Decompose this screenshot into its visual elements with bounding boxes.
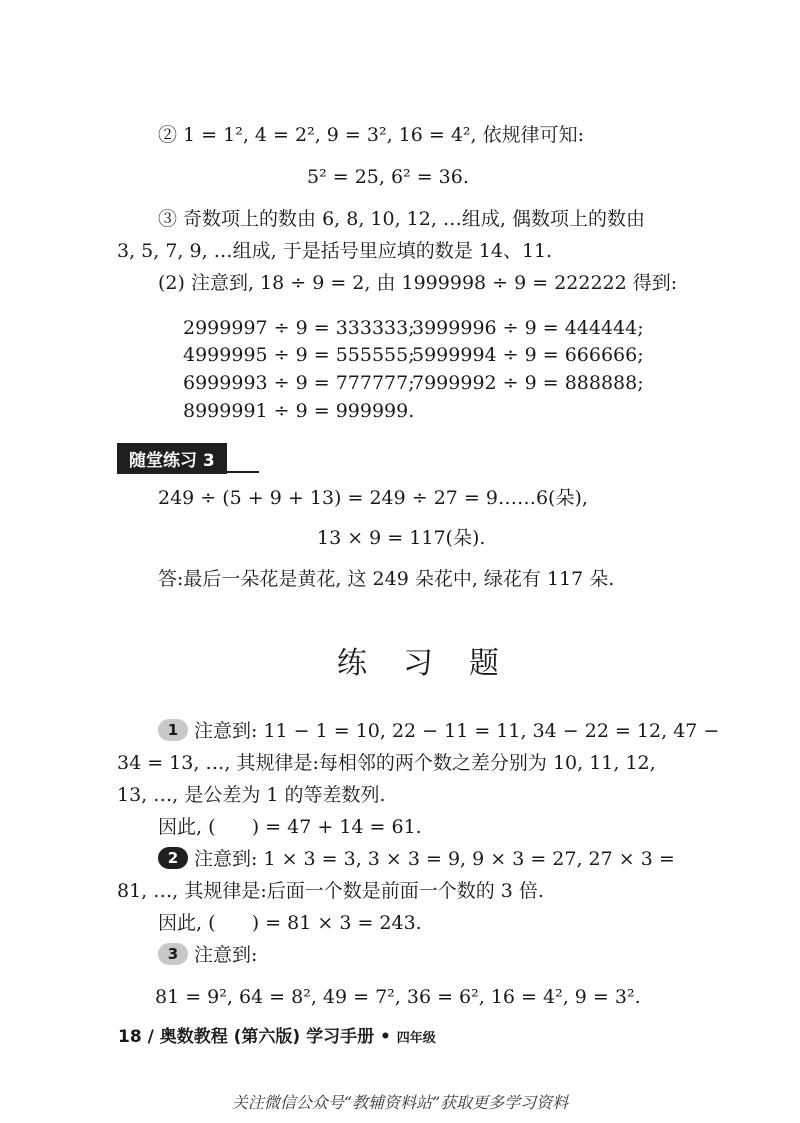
- text-span: ③ 奇数项上的数由 6, 8, 10, 12, …组成, 偶数项上的数由: [158, 208, 646, 230]
- section-title: 练习题: [337, 646, 535, 681]
- text-span: 答:最后一朵花是黄花, 这 249 朵花中, 绿花有 117 朵.: [158, 568, 615, 590]
- question-number-badge: 1: [158, 719, 188, 741]
- division-cell: 7999992 ÷ 9 = 888888;: [412, 372, 644, 394]
- text-line: [117, 237, 552, 265]
- text-span: 34 = 13, …, 其规律是:每相邻的两个数之差分别为 10, 11, 12,: [117, 752, 656, 774]
- text-span: 13, …, 是公差为 1 的等差数列.: [117, 784, 386, 806]
- division-cell: 5999994 ÷ 9 = 666666;: [412, 344, 644, 366]
- question-1-line: [158, 717, 719, 745]
- badge-label: 随堂练习 3: [129, 451, 215, 471]
- text-line: [317, 524, 485, 552]
- text-line: [158, 565, 614, 593]
- division-cell: 6999993 ÷ 9 = 777777;: [183, 372, 415, 394]
- practice-badge: [117, 443, 227, 474]
- text-span: 5² = 25, 6² = 36.: [307, 166, 469, 188]
- division-row: [412, 369, 644, 397]
- text-span: 因此, ( ) = 47 + 14 = 61.: [158, 816, 422, 838]
- division-row: [412, 314, 644, 342]
- text-span: (2) 注意到, 18 ÷ 9 = 2, 由 1999998 ÷ 9 = 222222 得到:: [158, 272, 678, 294]
- division-row: [183, 397, 414, 425]
- text-span: 注意到: 11 − 1 = 10, 22 − 11 = 11, 34 − 22 = 12, 47 −: [194, 720, 720, 742]
- division-row: [183, 369, 415, 397]
- badge-underline: [117, 471, 259, 473]
- text-span: 注意到: 1 × 3 = 3, 3 × 3 = 9, 9 × 3 = 27, 27 × 3 =: [194, 848, 675, 870]
- text-line: [158, 121, 584, 149]
- question-3-line: [158, 941, 257, 969]
- text-span: 81, …, 其规律是:后面一个数是前面一个数的 3 倍.: [117, 880, 544, 902]
- text-span: ② 1 = 1², 4 = 2², 9 = 3², 16 = 4², 依规律可知:: [158, 124, 585, 146]
- question-2-line: [158, 845, 675, 873]
- text-line: [117, 877, 544, 905]
- question-number-badge: 3: [158, 943, 188, 965]
- question-number-badge: 2: [158, 847, 188, 869]
- text-line: [307, 163, 469, 191]
- division-cell: 4999995 ÷ 9 = 555555;: [183, 344, 415, 366]
- text-line: [117, 749, 656, 777]
- page-footer: [118, 1022, 436, 1047]
- division-row: [412, 341, 644, 369]
- division-cell: 2999997 ÷ 9 = 333333;: [183, 317, 415, 339]
- text-span: 81 = 9², 64 = 8², 49 = 7², 36 = 6², 16 = 4², 9 = 3².: [155, 986, 641, 1008]
- footer-grade: 四年级: [396, 1031, 436, 1046]
- watermark: 关注微信公众号“教辅资料站”获取更多学习资料: [231, 1093, 569, 1112]
- text-line: [158, 813, 422, 841]
- text-span: 因此, ( ) = 81 × 3 = 243.: [158, 912, 422, 934]
- division-row: [183, 341, 415, 369]
- text-line: [158, 484, 588, 512]
- text-line: [158, 269, 677, 297]
- division-cell: 3999996 ÷ 9 = 444444;: [412, 317, 644, 339]
- text-span: 13 × 9 = 117(朵).: [317, 527, 486, 549]
- division-row: [183, 314, 415, 342]
- text-line: [158, 205, 645, 233]
- text-span: 注意到:: [194, 944, 258, 966]
- text-line: [158, 909, 422, 937]
- text-line: [117, 781, 386, 809]
- text-span: 3, 5, 7, 9, …组成, 于是括号里应填的数是 14、11.: [117, 240, 553, 262]
- text-span: 249 ÷ (5 + 9 + 13) = 249 ÷ 27 = 9……6(朵),: [158, 487, 588, 509]
- division-cell: 8999991 ÷ 9 = 999999.: [183, 400, 415, 422]
- text-line: [155, 983, 641, 1011]
- footer-text: 18 / 奥数教程 (第六版) 学习手册 •: [118, 1027, 391, 1047]
